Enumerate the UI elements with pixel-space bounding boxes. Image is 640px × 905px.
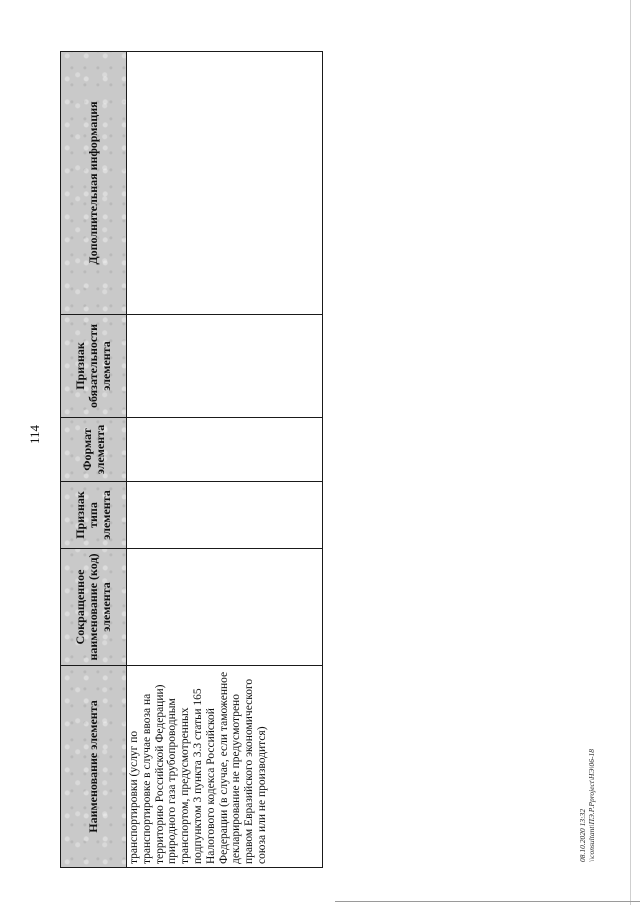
table-header-row (61, 52, 127, 868)
cell-required (127, 315, 323, 418)
header-element-type: Признак типа элемента (61, 482, 127, 549)
cell-element-name (127, 666, 323, 868)
footer-stamp-date: 08.10.2020 13:32 (578, 808, 587, 862)
elements-table (60, 51, 323, 868)
footer-stamp (578, 749, 596, 862)
header-element-name: Наименование элемента (61, 666, 127, 868)
cell-type (127, 482, 323, 549)
header-element-format: Формат элемента (61, 418, 127, 482)
header-short-name-code: Сокращенное наименование (код) элемента (61, 549, 127, 666)
cell-info (127, 52, 323, 315)
footer-stamp-path: \\consultant\ПЭ.Р.Pproject\НЭ\06-18 (587, 749, 596, 862)
element-name-text: транспортировки (услуг по транспортировке в случае ввоза на территорию Российской Федерации) природного газа трубопроводным транспортом, предусмотренных подпунктом 3 пункта 3.3 статьи 165 Налогового кодекса Российской Федерации (в случае, если таможенное декларирование не предусмотрено правом Евразийского экономического союза или не производится) (128, 671, 268, 864)
rotated-table-sheet (60, 52, 323, 868)
header-required-flag: Признак обязательности элемента (61, 315, 127, 418)
cell-code (127, 549, 323, 666)
table-row (127, 52, 323, 868)
cell-format (127, 418, 323, 482)
page-number: 114 (27, 424, 42, 444)
page-edge-right (630, 0, 631, 905)
header-additional-info: Дополнительная информация (61, 52, 127, 315)
page-edge-bottom (335, 901, 640, 902)
